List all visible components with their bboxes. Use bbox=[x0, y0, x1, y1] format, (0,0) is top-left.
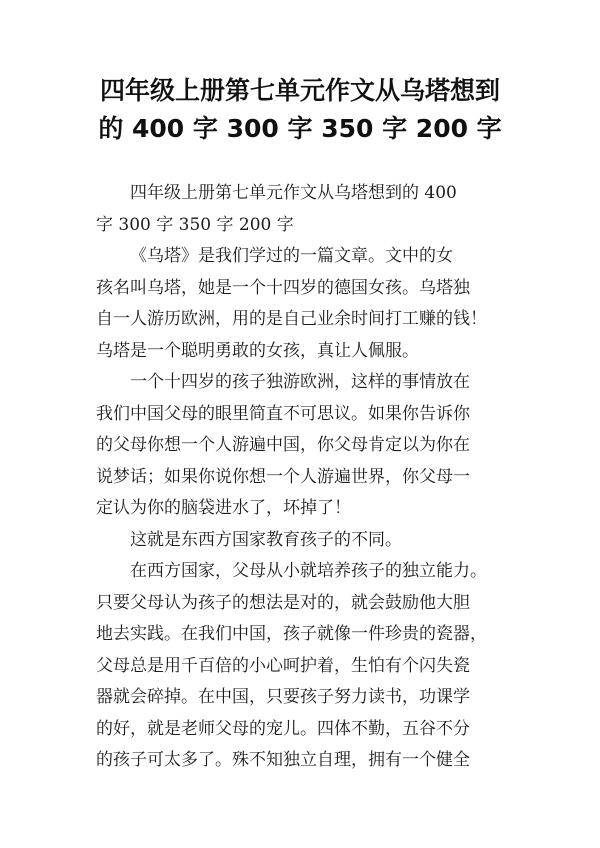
body-line: 说梦话；如果你说你想一个人游遍世界，你父母一 bbox=[96, 466, 470, 487]
body-line: 器就会碎掉。在中国，只要孩子努力读书，功课学 bbox=[96, 687, 470, 707]
document-title bbox=[60, 72, 540, 148]
body-line: 的孩子可太多了。殊不知独立自理，拥有一个健全 bbox=[96, 750, 470, 770]
body-line: 字 300 字 350 字 200 字 bbox=[96, 214, 294, 235]
body-line: 只要父母认为孩子的想法是对的，就会鼓励他大胆 bbox=[96, 592, 470, 613]
body-line: 我们中国父母的眼里简直不可思议。如果你告诉你 bbox=[96, 403, 470, 424]
body-line: 《乌塔》是我们学过的一篇文章。文中的女 bbox=[130, 246, 453, 266]
body-line: 在西方国家，父母从小就培养孩子的独立能力。 bbox=[130, 561, 487, 581]
body-line: 孩名叫乌塔，她是一个十四岁的德国女孩。乌塔独 bbox=[96, 277, 470, 298]
body-line: 地去实践。在我们中国，孩子就像一件珍贵的瓷器， bbox=[96, 624, 487, 644]
body-line: 乌塔是一个聪明勇敢的女孩，真让人佩服。 bbox=[96, 340, 419, 361]
document-body bbox=[96, 178, 516, 777]
title-line-2: 的 400 字 300 字 350 字 200 字 bbox=[98, 114, 502, 143]
body-line: 的父母你想一个人游遍中国，你父母肯定以为你在 bbox=[96, 435, 470, 455]
body-line: 四年级上册第七单元作文从乌塔想到的 400 bbox=[130, 183, 457, 203]
body-line: 自一人游历欧洲，用的是自己业余时间打工赚的钱！ bbox=[96, 309, 487, 329]
body-line: 的好，就是老师父母的宠儿。四体不勤，五谷不分 bbox=[96, 718, 470, 739]
body-line: 定认为你的脑袋进水了，坏掉了！ bbox=[96, 498, 351, 518]
body-line: 一个十四岁的孩子独游欧洲，这样的事情放在 bbox=[130, 372, 470, 392]
title-line-1: 四年级上册第七单元作文从乌塔想到 bbox=[99, 76, 500, 105]
body-line: 父母总是用千百倍的小心呵护着，生怕有个闪失瓷 bbox=[96, 655, 470, 676]
body-line: 这就是东西方国家教育孩子的不同。 bbox=[130, 529, 402, 550]
